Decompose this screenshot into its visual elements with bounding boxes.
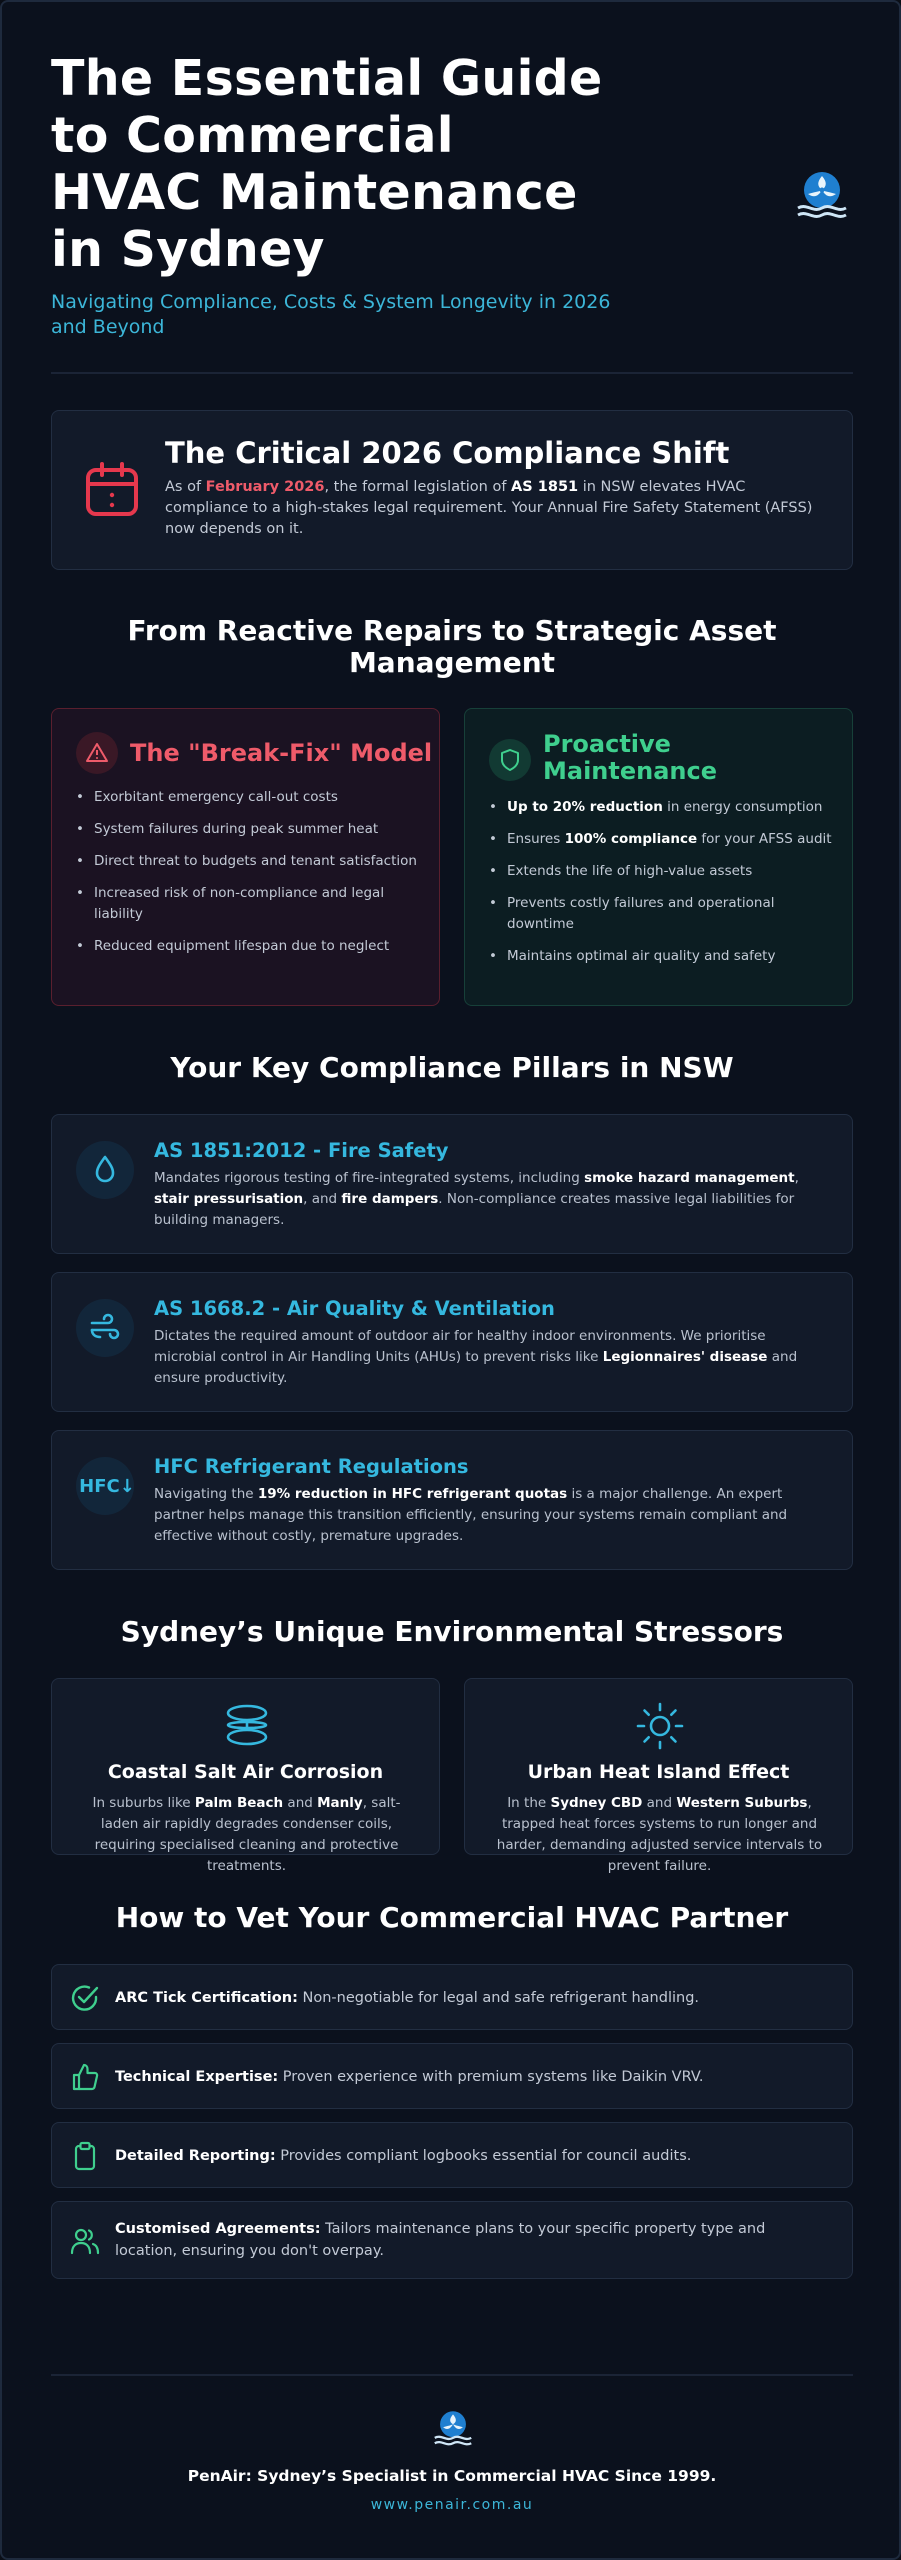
strategy-section-title: From Reactive Repairs to Strategic Asset Management — [127, 614, 777, 679]
hero — [51, 50, 611, 340]
break-fix-card — [51, 708, 440, 1006]
list-item: • Maintains optimal air quality and safety — [489, 946, 834, 967]
coastal-corrosion-card — [51, 1678, 440, 1874]
vet-item-text: Technical Expertise: Proven experience with premium systems like Daikin VRV. — [115, 2069, 704, 2085]
compliance-shift-title: The Critical 2026 Compliance Shift — [165, 436, 730, 470]
hfc-reduction-icon: HFC↓ — [76, 1457, 134, 1515]
urban-heat-card — [464, 1678, 853, 1874]
stressor-text: In suburbs like Palm Beach and Manly, salt-laden air rapidly degrades condenser coils, requiring specialised cleaning and protective treatments. — [92, 1795, 401, 1874]
penair-logo-icon — [432, 2409, 474, 2447]
pillar-title: HFC Refrigerant Regulations — [154, 1455, 469, 1478]
pillar-title: AS 1668.2 - Air Quality & Ventilation — [154, 1297, 555, 1320]
shield-icon — [489, 739, 531, 781]
list-item: • Ensures 100% compliance for your AFSS audit — [489, 829, 834, 850]
sun-icon — [635, 1701, 685, 1751]
coil-icon — [224, 1703, 270, 1747]
footer-tagline: PenAir: Sydney’s Specialist in Commercial HVAC Since 1999. — [187, 2467, 717, 2485]
pillar-hfc-refrigerant — [51, 1430, 853, 1570]
list-item: • Up to 20% reduction in energy consumption — [489, 797, 834, 818]
warning-icon — [76, 732, 118, 774]
list-item: • Reduced equipment lifespan due to neglect — [76, 936, 421, 957]
vet-item-technical-expertise — [51, 2043, 853, 2109]
penair-logo-icon — [795, 168, 849, 222]
compliance-shift-text: As of February 2026, the formal legislation of AS 1851 in NSW elevates HVAC compliance to a high-stakes legal requirement. Your Annual Fire Safety Statement (AFSS) now depends on it. — [165, 479, 813, 537]
clipboard-icon — [70, 2141, 100, 2171]
proactive-card — [464, 708, 853, 1006]
check-circle-icon — [70, 1983, 100, 2013]
list-item: • Prevents costly failures and operational downtime — [489, 893, 834, 935]
vetting-section-title: How to Vet Your Commercial HVAC Partner — [115, 1901, 789, 1934]
pillar-text: Navigating the 19% reduction in HFC refrigerant quotas is a major challenge. An expert partner helps manage this transition efficiently, ensuring your systems remain compliant and effective without costly, premature upgrades. — [154, 1486, 788, 1544]
wind-icon — [76, 1299, 134, 1357]
calendar-icon — [82, 460, 142, 520]
footer-website-link[interactable]: www.penair.com.au — [370, 2497, 534, 2513]
droplet-icon — [76, 1141, 134, 1199]
page-subtitle: Navigating Compliance, Costs & System Longevity in 2026 and Beyond — [51, 291, 611, 338]
vet-item-text: Customised Agreements: Tailors maintenance plans to your specific property type and location, ensuring you don't overpay. — [115, 2221, 766, 2259]
stressor-text: In the Sydney CBD and Western Suburbs, trapped heat forces systems to run longer and harder, demanding adjusted service intervals to prevent failure. — [496, 1795, 823, 1874]
vet-item-arc-tick — [51, 1964, 853, 2030]
break-fix-title: The "Break-Fix" Model — [130, 739, 433, 767]
pillar-title: AS 1851:2012 - Fire Safety — [154, 1139, 449, 1162]
thumbs-up-icon — [70, 2062, 100, 2092]
divider — [51, 2374, 853, 2376]
pillar-air-quality — [51, 1272, 853, 1412]
list-item: • Direct threat to budgets and tenant satisfaction — [76, 851, 421, 872]
pillar-text: Mandates rigorous testing of fire-integrated systems, including smoke hazard management, stair pressurisation, and fire dampers. Non-compliance creates massive legal liabilities for building managers. — [154, 1170, 799, 1228]
pillars-section-title: Your Key Compliance Pillars in NSW — [170, 1051, 734, 1084]
break-fix-list — [76, 787, 421, 968]
users-icon — [70, 2226, 100, 2256]
pillar-fire-safety — [51, 1114, 853, 1254]
vet-item-customised-agreements — [51, 2201, 853, 2279]
stressor-title: Urban Heat Island Effect — [527, 1761, 790, 1783]
list-item: • Extends the life of high-value assets — [489, 861, 834, 882]
vet-item-detailed-reporting — [51, 2122, 853, 2188]
page-title: The Essential Guide to Commercial HVAC Maintenance in Sydney — [51, 50, 603, 278]
vet-item-text: ARC Tick Certification: Non-negotiable for legal and safe refrigerant handling. — [115, 1990, 700, 2006]
vet-item-text: Detailed Reporting: Provides compliant logbooks essential for council audits. — [115, 2148, 692, 2164]
stressors-section-title: Sydney’s Unique Environmental Stressors — [120, 1615, 784, 1648]
pillar-text: Dictates the required amount of outdoor air for healthy indoor environments. We prioritise microbial control in Air Handling Units (AHUs) to prevent risks like Legionnaires' disease and ensure productivity. — [154, 1328, 798, 1386]
stressor-title: Coastal Salt Air Corrosion — [107, 1761, 384, 1783]
list-item: • Increased risk of non-compliance and legal liability — [76, 883, 421, 925]
divider — [51, 372, 853, 374]
proactive-list — [489, 797, 834, 978]
proactive-title: Proactive Maintenance — [543, 730, 718, 785]
list-item: • System failures during peak summer heat — [76, 819, 421, 840]
list-item: • Exorbitant emergency call-out costs — [76, 787, 421, 808]
